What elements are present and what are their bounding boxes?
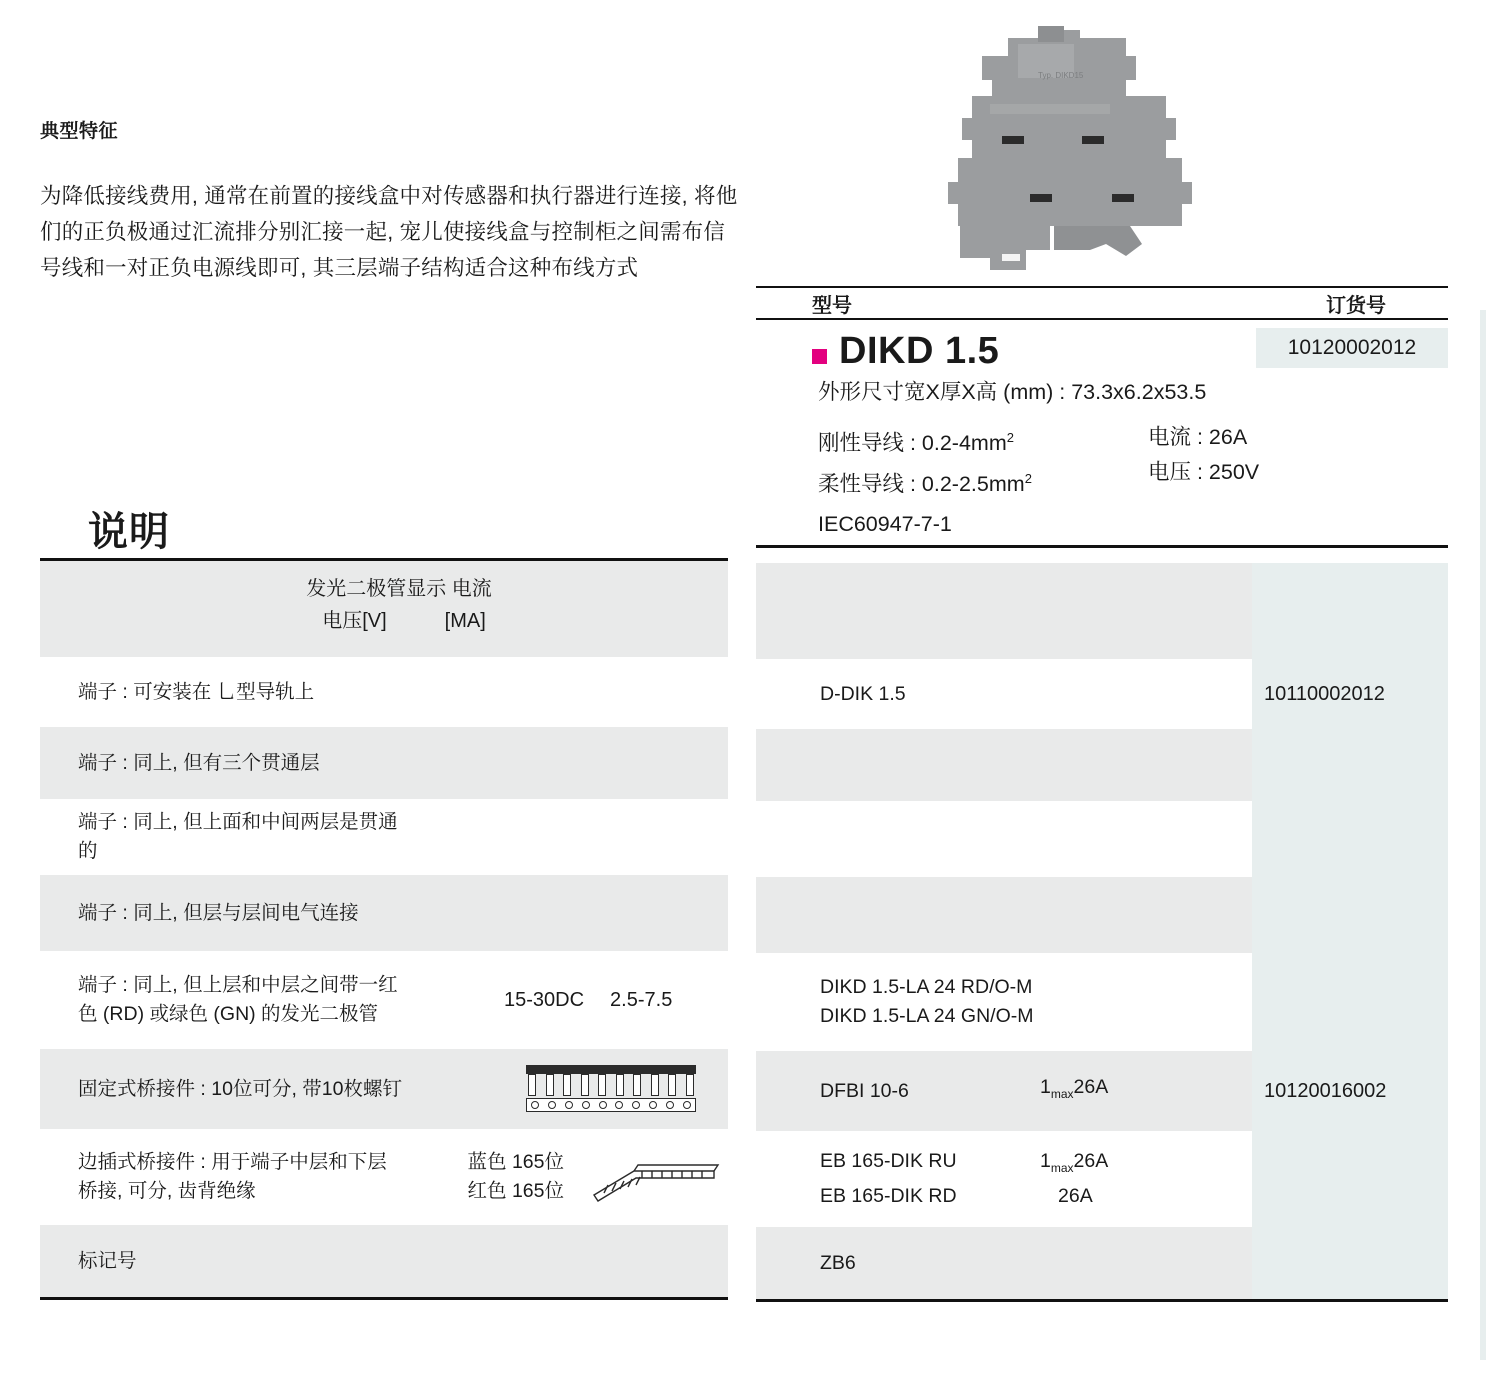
type-column-header: 型号 — [812, 294, 852, 317]
row-order — [1252, 877, 1448, 953]
table-row — [756, 953, 1448, 1051]
table-row — [756, 801, 1448, 877]
row-description: 固定式桥接件 : 10位可分, 带10枚螺钉 — [78, 1077, 402, 1100]
table-row — [40, 875, 728, 951]
features-paragraph: 为降低接线费用, 通常在前置的接线盒中对传感器和执行器进行连接, 将他们的正负极通过汇流排分别汇接一起, 宠儿使接线盒与控制柜之间需布信号线和一对正负电源线即可, 其三层端子结构适合这种布线方式 — [40, 184, 738, 280]
product-spec-block — [756, 320, 1448, 548]
row-order — [1252, 563, 1448, 659]
row-order — [1252, 729, 1448, 801]
product-order-number: 10120002012 — [1256, 328, 1448, 368]
type-label: DFBI 10-6 — [820, 1079, 909, 1102]
table-row — [40, 951, 728, 1049]
row-type — [756, 729, 1252, 801]
order-column-header: 订货号 — [1326, 294, 1386, 317]
row-order: 10120016002 — [1252, 1051, 1448, 1131]
accessory-table — [756, 563, 1448, 1302]
side-bridge-icon — [582, 1151, 722, 1203]
row-description: 端子 : 同上, 但上面和中间两层是贯通的 — [78, 811, 398, 862]
voltage-spec: 电压 : 250V — [1148, 460, 1260, 484]
right-table-header — [756, 286, 1448, 320]
row-type — [756, 1131, 1252, 1227]
table-row — [756, 563, 1448, 659]
row-order — [1252, 1227, 1448, 1299]
table-row — [40, 1225, 728, 1297]
table-row — [756, 1051, 1448, 1131]
page-edge-strip — [1480, 310, 1486, 1360]
table-row — [40, 799, 728, 875]
row-type — [756, 877, 1252, 953]
side-bridge-blue-value: 蓝色 165位 — [467, 1151, 564, 1173]
flexible-wire-spec: 柔性导线 : $0.2-2.5mm^2$ — [818, 471, 1032, 497]
svg-text:Typ. DIKD15: Typ. DIKD15 — [1038, 71, 1084, 80]
row-type — [756, 1051, 1252, 1131]
row-description: 边插式桥接件 : 用于端子中层和下层桥接, 可分, 齿背绝缘 — [78, 1151, 387, 1202]
led-voltage-value: 15-30DC — [504, 988, 585, 1011]
row-value — [420, 951, 728, 1049]
fixed-bridge-icon — [426, 1065, 696, 1113]
led-current-value: 2.5-7.5 — [610, 988, 673, 1011]
description-table — [40, 558, 728, 1300]
row-order — [1252, 1131, 1448, 1227]
row-type: ZB6 — [820, 1251, 856, 1274]
voltage-column-header: 电压[V] — [322, 610, 387, 632]
table-row — [40, 727, 728, 799]
row-value — [420, 657, 728, 727]
standard-spec: IEC60947-7-1 — [818, 512, 952, 537]
description-table-header — [40, 561, 728, 657]
table-row — [40, 1049, 728, 1129]
table-row — [756, 1131, 1448, 1227]
product-title: DIKD 1.5 — [839, 330, 1000, 372]
row-description: 端子 : 可安装在 乚型导轨上 — [78, 680, 315, 703]
rating-label: $1_{max}26A$ — [1040, 1076, 1109, 1101]
table-row — [40, 1129, 728, 1225]
row-type — [756, 953, 1252, 1051]
row-value — [420, 1049, 728, 1129]
type-line-1: EB 165-DIK RU $1_{max}26A$ — [820, 1149, 1109, 1175]
rigid-wire-spec: 刚性导线 : $0.2-4mm^2$ — [818, 430, 1014, 456]
type-line-1: DIKD 1.5-LA 24 RD/O-M — [820, 976, 1033, 998]
row-description: 端子 : 同上, 但上层和中层之间带一红色 (RD) 或绿色 (GN) 的发光二极管 — [78, 974, 398, 1025]
product-photo — [930, 18, 1220, 286]
current-column-header: [MA] — [444, 610, 486, 632]
table-row — [756, 729, 1448, 801]
row-type: D-DIK 1.5 — [820, 682, 906, 705]
row-type — [756, 801, 1252, 877]
row-order — [1252, 801, 1448, 877]
row-value — [420, 727, 728, 799]
row-order — [1252, 953, 1448, 1051]
table-row — [756, 659, 1448, 729]
table-row — [756, 1227, 1448, 1299]
led-display-header: 发光二极管显示 电流 — [306, 578, 492, 600]
row-order: 10110002012 — [1252, 659, 1448, 729]
type-line-2: DIKD 1.5-LA 24 GN/O-M — [820, 1005, 1034, 1027]
table-row — [756, 877, 1448, 953]
features-heading: 典型特征 — [40, 121, 119, 142]
row-type — [756, 563, 1252, 659]
row-description: 端子 : 同上, 但有三个贯通层 — [78, 751, 320, 774]
table-row — [40, 657, 728, 727]
row-value — [420, 1225, 728, 1297]
row-description: 端子 : 同上, 但层与层间电气连接 — [78, 901, 359, 924]
accent-square-icon — [812, 349, 827, 364]
description-heading: 说明 — [88, 510, 170, 554]
row-value — [400, 1129, 728, 1225]
current-spec: 电流 : 26A — [1148, 425, 1248, 449]
side-bridge-red-value: 红色 165位 — [467, 1180, 564, 1202]
row-value — [420, 799, 728, 875]
row-value — [420, 875, 728, 951]
row-description: 标记号 — [78, 1249, 137, 1272]
product-dimensions: 外形尺寸宽X厚X高 (mm) : 73.3x6.2x53.5 — [818, 380, 1207, 404]
type-line-2: EB 165-DIK RD 26A — [820, 1185, 1093, 1208]
